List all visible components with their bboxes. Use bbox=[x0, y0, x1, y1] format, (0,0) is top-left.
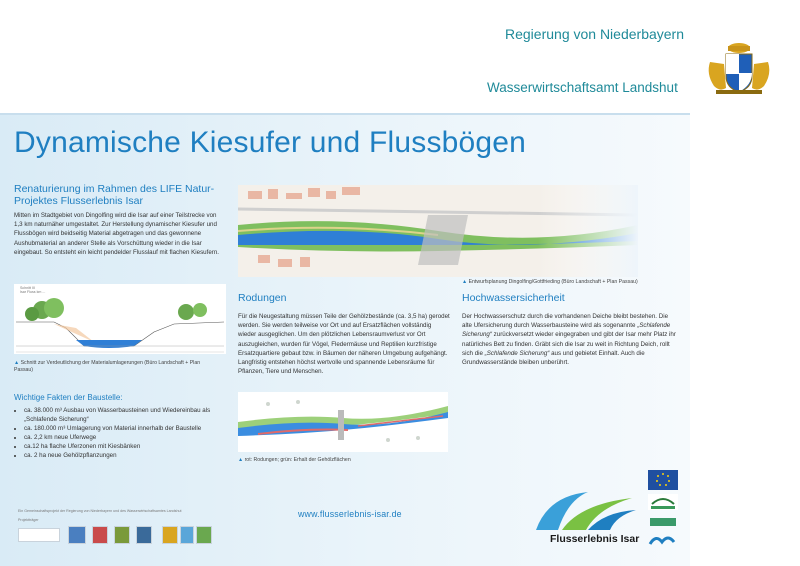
brand-name: Flusserlebnis Isar bbox=[550, 533, 640, 545]
diagram-caption-text: Schnitt zur Verdeutlichung der Materialumlagerungen (Büro Landschaft + Plan Passau) bbox=[14, 360, 201, 373]
left-heading: Renaturierung im Rahmen des LIFE Natur-Projektes Flusserlebnis Isar bbox=[14, 183, 215, 207]
page-title: Dynamische Kiesufer und Flussbögen bbox=[14, 126, 527, 159]
partner-logo bbox=[114, 526, 130, 544]
clearing-caption bbox=[238, 457, 448, 464]
header-authority: Regierung von Niederbayern bbox=[505, 26, 684, 42]
left-body: Mitten im Stadtgebiet von Dingolfing wird die Isar auf einer Teilstrecke von 1,3 km naturnäher umgestaltet. Zur Herstellung dynamischer Kiesufer und Flussbögen wird beidseitig Material abgetragen und das gewonnene Aushubmaterial an anderer Stelle als Vorschüttung wieder in die Isar eingebaut. So entsteht ein leicht pendelder Flusslauf mit flachen Kiesufern. bbox=[14, 212, 220, 256]
fine-print: Ein Gemeinschaftsprojekt der Regierung von Niederbayern und des Wasserwirtschaftsamtes Landshut bbox=[18, 509, 182, 513]
partner-logo bbox=[162, 526, 178, 544]
diagram-caption bbox=[14, 360, 214, 374]
partner-logo bbox=[68, 526, 86, 544]
partner-logo bbox=[136, 526, 152, 544]
facts-heading: Wichtige Fakten der Baustelle: bbox=[14, 393, 123, 402]
flood-body-emphasis: „Schlafende Sicherung“ bbox=[462, 322, 671, 339]
partner-logo bbox=[180, 526, 194, 544]
caption-marker-icon: ▲ bbox=[238, 457, 245, 463]
list-item: • ca. 38.000 m³ Ausbau von Wasserbausteinen und Wiedereinbau als „Schlafende Sicherung“ bbox=[24, 406, 236, 424]
partner-logo bbox=[18, 528, 60, 542]
facts-list bbox=[14, 406, 236, 460]
flood-body-part: Der Hochwasserschutz durch die vorhandenen Deiche bleibt bestehen. Die alte Ufersicherung durch Wasserbausteine wird als sogenannte bbox=[462, 313, 669, 330]
planning-map bbox=[238, 185, 638, 277]
flood-body-part: aus und gebietet Einhalt. Auch die Grundwasserstände bleiben unberührt. bbox=[462, 349, 645, 367]
flood-body bbox=[462, 312, 678, 367]
natura-2000-logo-icon bbox=[648, 494, 678, 510]
list-item: • ca. 2,2 km neue Uferwege bbox=[24, 433, 236, 442]
flood-body-emphasis: „Schlafende Sicherung“ bbox=[484, 349, 550, 357]
header-office: Wasserwirtschaftsamt Landshut bbox=[487, 80, 678, 95]
list-item: • ca. 180.000 m³ Umlagerung von Material innerhalb der Baustelle bbox=[24, 424, 236, 433]
wave-logo-icon bbox=[648, 532, 676, 548]
clearing-caption-text: rot: Rodungen; grün: Erhalt der Gehölzflächen bbox=[244, 457, 351, 463]
caption-marker-icon: ▲ bbox=[14, 360, 21, 366]
bavarian-crest-icon bbox=[702, 40, 776, 98]
cross-section-diagram bbox=[14, 284, 226, 354]
partners-label: Projektträger bbox=[18, 518, 39, 522]
list-item: • ca. 2 ha neue Gehölzpflanzungen bbox=[24, 451, 236, 460]
map-caption-text: Entwurfsplanung Dingolfing/Gottfrieding (Büro Landschaft + Plan Passau) bbox=[468, 279, 638, 285]
natura-2000-text-logo-icon bbox=[648, 514, 678, 530]
caption-marker-icon: ▲ bbox=[462, 279, 469, 285]
eu-flag-icon bbox=[648, 470, 678, 490]
list-item: • ca.12 ha flache Uferzonen mit Kiesbänken bbox=[24, 442, 236, 451]
clearing-map bbox=[238, 392, 448, 452]
map-caption bbox=[462, 279, 662, 286]
section-label: Schnitt III Isar Fluss km ... bbox=[20, 286, 46, 294]
flood-body-part: zurückversetzt wieder eingegraben und gibt der Isar mehr Platz ihr natürliches Bett zu finden. Gräbt sich die Isar zu weit in Richtung Deich, rollt sich die bbox=[462, 331, 676, 357]
panel-divider bbox=[0, 113, 690, 115]
flusserlebnis-logo-icon bbox=[528, 486, 640, 534]
flood-heading: Hochwassersicherheit bbox=[462, 292, 565, 304]
partner-logo bbox=[196, 526, 212, 544]
rodungen-body: Für die Neugestaltung müssen Teile der Gehölzbestände (ca. 3,5 ha) gerodet werden. Sie werden teilweise vor Ort und auf Ersatzflächen vollständig wieder ausgeglichen. Um den plötzlichen Lebensraumverlust vor Ort auszugleichen, wurden für Vögel, Fledermäuse und Reptilien kurzfristige Ersatzquartiere gebaut bzw. in Bäumen der näheren Umgebung aufgehängt. Langfristig entstehen höchst wertvolle und spannende Lebensräume für Pflanzen, Tiere und Menschen. bbox=[238, 313, 450, 376]
rodungen-heading: Rodungen bbox=[238, 292, 287, 304]
partner-logo bbox=[92, 526, 108, 544]
website-link[interactable]: www.flusserlebnis-isar.de bbox=[298, 509, 402, 519]
